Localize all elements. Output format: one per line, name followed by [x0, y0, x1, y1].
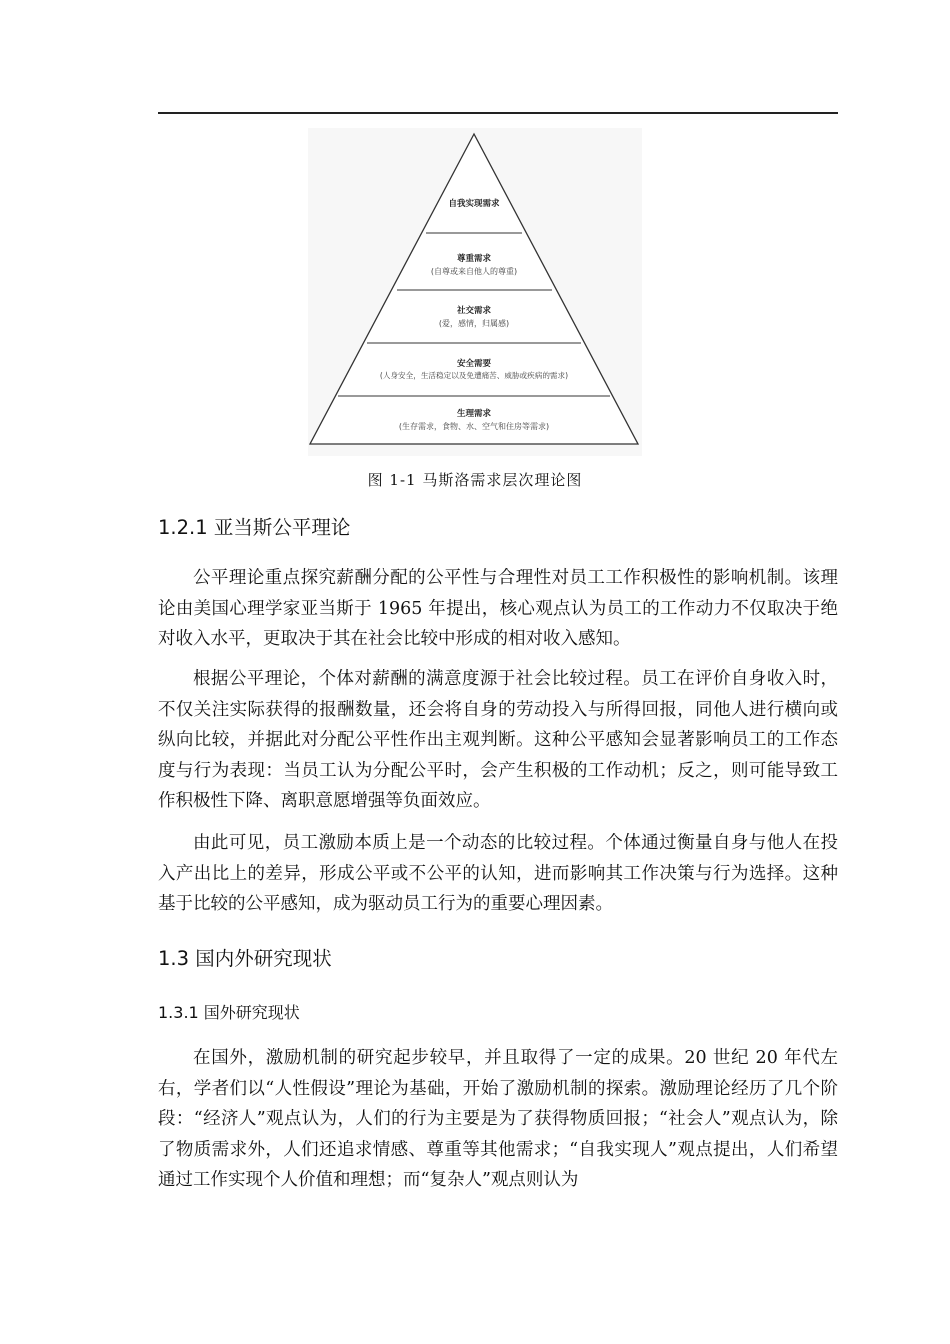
maslow-pyramid-figure	[308, 128, 642, 456]
paragraph-equity-3: 由此可见，员工激励本质上是一个动态的比较过程。个体通过衡量自身与他人在投入产出比上的差异，形成公平或不公平的认知，进而影响其工作决策与行为选择。这种基于比较的公平感知，成为驱动员工行为的重要心理因素。	[158, 833, 838, 914]
heading-1-2-1: 1.2.1 亚当斯公平理论	[158, 516, 351, 539]
heading-1-3: 1.3 国内外研究现状	[158, 947, 332, 970]
header-rule	[158, 112, 838, 114]
level-2-desc: (自尊或来自他人的尊重)	[430, 267, 518, 276]
level-1-title: 自我实现需求	[448, 199, 500, 209]
level-3-desc: (爱，感情，归属感)	[438, 319, 510, 328]
level-4-title: 安全需要	[456, 359, 492, 369]
figure-caption: 图 1-1 马斯洛需求层次理论图	[367, 471, 583, 489]
paragraph-equity-2: 根据公平理论，个体对薪酬的满意度源于社会比较过程。员工在评价自身收入时，不仅关注实际获得的报酬数量，还会将自身的劳动投入与所得回报，同他人进行横向或纵向比较，并据此对分配公平性作出主观判断。这种公平感知会显著影响员工的工作态度与行为表现：当员工认为分配公平时，会产生积极的工作动机；反之，则可能导致工作积极性下降、离职意愿增强等负面效应。	[158, 669, 838, 811]
level-3-title: 社交需求	[456, 306, 492, 316]
paragraph-foreign-research: 在国外，激励机制的研究起步较早，并且取得了一定的成果。20 世纪 20 年代左右，学者们以“人性假设”理论为基础，开始了激励机制的探索。激励理论经历了几个阶段：“经济人”观点认为，人们的行为主要是为了获得物质回报；“社会人”观点认为，除了物质需求外，人们还追求情感、尊重等其他需求；“自我实现人”观点提出，人们希望通过工作实现个人价值和理想；而“复杂人”观点则认为	[158, 1048, 838, 1190]
level-5-title: 生理需求	[456, 409, 492, 419]
level-4-desc: (人身安全，生活稳定以及免遭痛苦、威胁或疾病的需求)	[379, 371, 569, 380]
level-5-desc: (生存需求，食物、水、空气和住房等需求)	[398, 422, 550, 431]
pyramid-svg	[308, 128, 642, 456]
heading-1-3-1: 1.3.1 国外研究现状	[158, 1003, 300, 1022]
level-2-title: 尊重需求	[456, 254, 492, 264]
paragraph-equity-1: 公平理论重点探究薪酬分配的公平性与合理性对员工工作积极性的影响机制。该理论由美国心理学家亚当斯于 1965 年提出，核心观点认为员工的工作动力不仅取决于绝对收入水平，更取决于其在社会比较中形成的相对收入感知。	[158, 568, 838, 649]
